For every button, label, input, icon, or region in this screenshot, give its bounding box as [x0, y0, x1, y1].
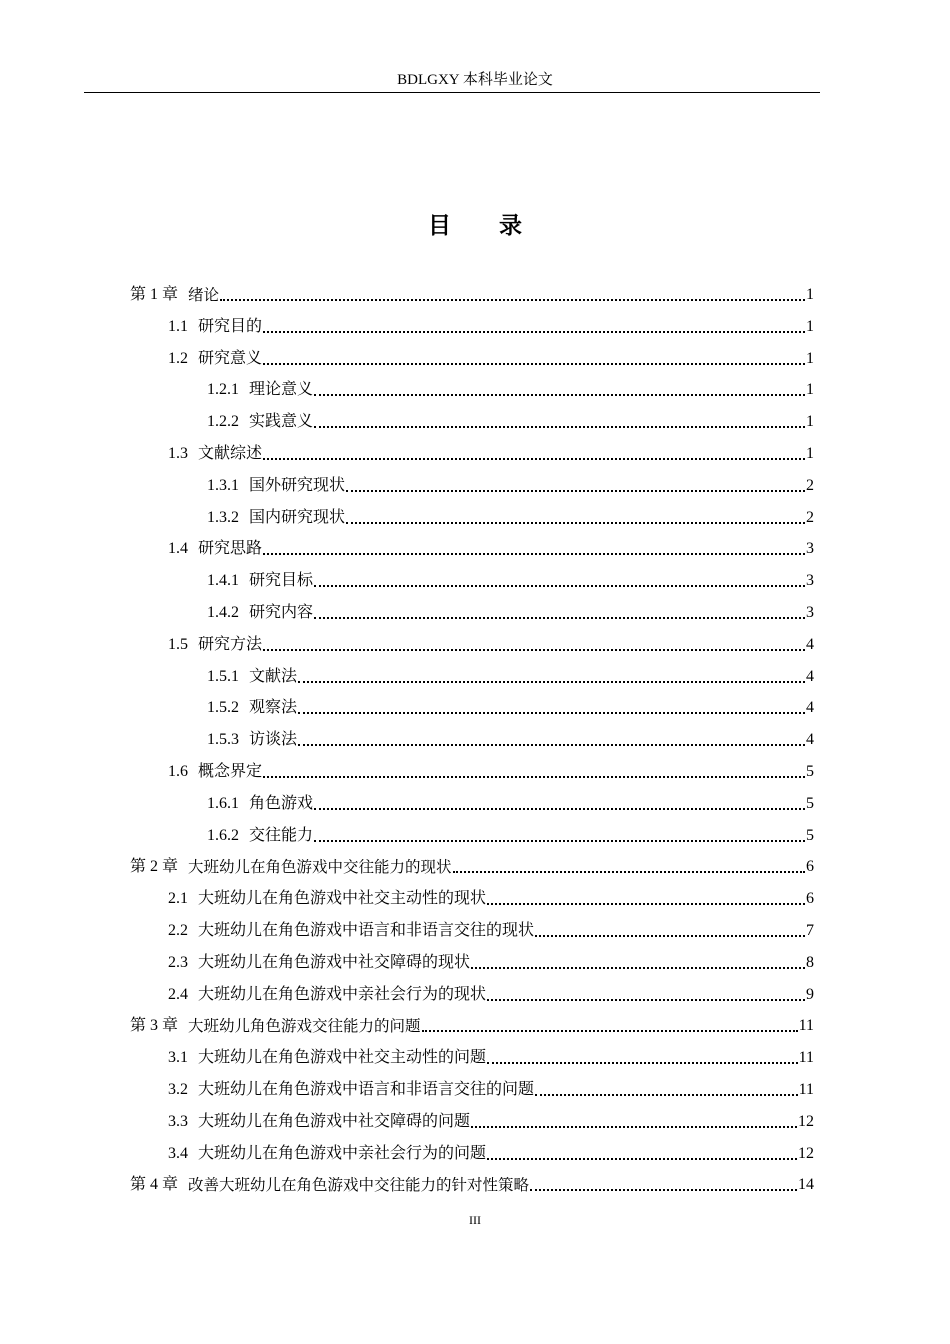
- toc-entry-page: 2: [806, 476, 814, 494]
- toc-entry[interactable]: [168, 433, 814, 465]
- toc-entry-label: 大班幼儿角色游戏交往能力的问题: [188, 1017, 421, 1036]
- toc-entry-label: 观察法: [249, 699, 298, 717]
- toc-dot-leader: [220, 299, 805, 301]
- toc-entry-page: 11: [798, 1081, 814, 1098]
- toc-dot-leader: [314, 840, 805, 842]
- toc-entry-label: 文献法: [249, 667, 298, 685]
- toc-dot-leader: [263, 553, 805, 555]
- toc-entry-page: 11: [798, 1049, 814, 1067]
- toc-entry[interactable]: [168, 1069, 814, 1101]
- toc-title: 目 录: [427, 213, 542, 239]
- toc-dot-leader: [314, 808, 805, 810]
- toc-entry-page: 9: [806, 985, 814, 1003]
- toc-entry-label: 研究方法: [198, 635, 263, 653]
- toc-entry[interactable]: [168, 338, 814, 370]
- page-number: III: [469, 1213, 481, 1227]
- toc-entry-number: 1.4: [168, 540, 188, 558]
- toc-dot-leader: [530, 1189, 797, 1191]
- toc-entry-page: 2: [806, 508, 814, 526]
- toc-entry-page: 5: [806, 763, 814, 780]
- toc-dot-leader: [487, 1158, 797, 1160]
- toc-entry-page: 4: [806, 699, 814, 717]
- toc-entry-number: 1.3: [168, 445, 188, 462]
- running-header: BDLGXY 本科毕业论文: [397, 72, 553, 88]
- toc-entry[interactable]: [207, 687, 814, 719]
- toc-entry-number: 第 4 章: [130, 1176, 179, 1194]
- toc-entry[interactable]: [168, 306, 814, 338]
- toc-dot-leader: [263, 649, 805, 651]
- toc-entry[interactable]: [168, 624, 814, 656]
- toc-entry-label: 改善大班幼儿在角色游戏中交往能力的针对性策略: [188, 1176, 530, 1195]
- toc-dot-leader: [453, 871, 805, 873]
- toc-dot-leader: [471, 967, 805, 969]
- toc-entry-page: 3: [806, 540, 814, 558]
- toc-entry[interactable]: [207, 497, 814, 529]
- toc-entry-page: 14: [798, 1176, 814, 1194]
- toc-entry-number: 3.4: [168, 1144, 188, 1162]
- toc-entry-label: 研究意义: [198, 349, 263, 367]
- toc-entry-label: 大班幼儿在角色游戏中语言和非语言交往的问题: [198, 1081, 535, 1098]
- toc-entry[interactable]: [168, 942, 814, 974]
- toc-entry-number: 2.2: [168, 922, 188, 939]
- toc-entry-page: 6: [806, 890, 814, 908]
- toc-entry-number: 2.3: [168, 953, 188, 971]
- toc-entry[interactable]: [207, 560, 814, 592]
- toc-dot-leader: [487, 999, 805, 1001]
- toc-entry[interactable]: [207, 656, 814, 688]
- toc-entry-page: 1: [806, 381, 814, 399]
- toc-entry-page: 8: [806, 953, 814, 971]
- toc-entry[interactable]: [207, 369, 814, 401]
- toc-entry[interactable]: [168, 1037, 814, 1069]
- toc-entry-page: 3: [806, 572, 814, 590]
- toc-entry-number: 1.4.2: [207, 604, 239, 621]
- toc-dot-leader: [535, 1094, 798, 1096]
- toc-entry[interactable]: [207, 783, 814, 815]
- toc-entry-label: 实践意义: [249, 413, 314, 431]
- toc-dot-leader: [471, 1126, 797, 1128]
- toc-entry-number: 1.5.3: [207, 731, 239, 749]
- toc-entry-label: 概念界定: [198, 763, 263, 780]
- toc-entry-number: 1.5: [168, 635, 188, 653]
- toc-entry-label: 研究思路: [198, 540, 263, 558]
- toc-entry-number: 2.4: [168, 985, 188, 1003]
- toc-entry-label: 大班幼儿在角色游戏中交往能力的现状: [188, 858, 452, 877]
- toc-entry[interactable]: [130, 1005, 814, 1037]
- toc-dot-leader: [263, 363, 805, 365]
- toc-dot-leader: [422, 1030, 798, 1032]
- toc-entry-label: 交往能力: [249, 826, 314, 844]
- toc-dot-leader: [346, 522, 805, 524]
- toc-entry[interactable]: [207, 401, 814, 433]
- toc-dot-leader: [314, 585, 805, 587]
- toc-entry-page: 12: [798, 1144, 814, 1162]
- toc-entry[interactable]: [207, 592, 814, 624]
- toc-entry[interactable]: [207, 719, 814, 751]
- toc-dot-leader: [314, 617, 805, 619]
- toc-entry-number: 3.1: [168, 1049, 188, 1067]
- toc-entry-page: 5: [806, 826, 814, 844]
- toc-entry[interactable]: [168, 910, 814, 942]
- toc-entry-number: 1.3.2: [207, 508, 239, 526]
- toc-entry-label: 大班幼儿在角色游戏中亲社会行为的问题: [198, 1144, 487, 1162]
- toc-dot-leader: [298, 712, 805, 714]
- toc-entry-page: 6: [806, 858, 814, 876]
- toc-entry[interactable]: [168, 528, 814, 560]
- toc-entry-label: 文献综述: [198, 445, 263, 462]
- toc-entry-page: 1: [806, 413, 814, 431]
- toc-entry-label: 角色游戏: [249, 794, 314, 812]
- toc-entry-page: 1: [806, 286, 814, 303]
- toc-entry-label: 研究内容: [249, 604, 314, 621]
- toc-entry-label: 大班幼儿在角色游戏中语言和非语言交往的现状: [198, 922, 535, 939]
- toc-entry-label: 国外研究现状: [249, 476, 346, 494]
- toc-dot-leader: [263, 776, 805, 778]
- toc-entry-number: 1.3.1: [207, 476, 239, 494]
- toc-entry-label: 大班幼儿在角色游戏中社交障碍的问题: [198, 1112, 471, 1130]
- toc-entry-label: 理论意义: [249, 381, 314, 399]
- toc-entry-number: 1.2.1: [207, 381, 239, 399]
- toc-entry[interactable]: [168, 878, 814, 910]
- toc-dot-leader: [346, 490, 805, 492]
- toc-entry-page: 1: [806, 317, 814, 335]
- toc-entry-label: 大班幼儿在角色游戏中社交主动性的问题: [198, 1049, 487, 1067]
- toc-entry-number: 第 3 章: [130, 1017, 179, 1035]
- toc-entry-page: 11: [798, 1017, 814, 1035]
- toc-entry-label: 访谈法: [249, 731, 298, 749]
- toc-entry-page: 3: [806, 604, 814, 621]
- toc-entry-page: 1: [806, 349, 814, 367]
- toc-entry-label: 绪论: [188, 286, 220, 304]
- toc-entry[interactable]: [168, 751, 814, 783]
- toc-entry[interactable]: [130, 1164, 814, 1196]
- toc-dot-leader: [314, 426, 805, 428]
- toc-entry[interactable]: [130, 274, 814, 306]
- toc-entry-page: 7: [806, 922, 814, 939]
- toc-entry[interactable]: [168, 1101, 814, 1133]
- toc-entry-page: 1: [806, 445, 814, 462]
- toc-entry-label: 大班幼儿在角色游戏中亲社会行为的现状: [198, 985, 487, 1003]
- toc-entry-number: 1.1: [168, 317, 188, 335]
- toc-entry-number: 3.3: [168, 1112, 188, 1130]
- toc-entry-number: 1.2.2: [207, 413, 239, 431]
- toc-entry-label: 大班幼儿在角色游戏中社交主动性的现状: [198, 890, 487, 908]
- toc-entry-label: 国内研究现状: [249, 508, 346, 526]
- toc-entry[interactable]: [168, 1133, 814, 1165]
- toc-entry[interactable]: [130, 846, 814, 878]
- toc-dot-leader: [314, 394, 805, 396]
- toc-entry-number: 1.5.1: [207, 667, 239, 685]
- toc-entry-number: 1.2: [168, 349, 188, 367]
- toc-dot-leader: [487, 903, 805, 905]
- toc-entry-page: 12: [798, 1112, 814, 1130]
- toc-entry-page: 4: [806, 667, 814, 685]
- toc-entry-label: 大班幼儿在角色游戏中社交障碍的现状: [198, 953, 471, 971]
- toc-dot-leader: [535, 935, 805, 937]
- toc-entry-number: 1.5.2: [207, 699, 239, 717]
- toc-dot-leader: [298, 681, 805, 683]
- toc-dot-leader: [487, 1062, 798, 1064]
- toc-entry-number: 3.2: [168, 1081, 188, 1098]
- toc-entry[interactable]: [207, 465, 814, 497]
- toc-dot-leader: [263, 331, 805, 333]
- toc-dot-leader: [263, 458, 805, 460]
- toc-entry-number: 第 2 章: [130, 858, 179, 876]
- toc-entry-number: 1.6.1: [207, 794, 239, 812]
- header-rule: [84, 92, 820, 93]
- toc-entry[interactable]: [168, 974, 814, 1006]
- toc-entry-number: 1.6.2: [207, 826, 239, 844]
- toc-entry-number: 2.1: [168, 890, 188, 908]
- toc-entry-page: 4: [806, 635, 814, 653]
- toc-entry-label: 研究目标: [249, 572, 314, 590]
- toc-entry-number: 1.4.1: [207, 572, 239, 590]
- toc-dot-leader: [298, 744, 805, 746]
- toc-entry-label: 研究目的: [198, 317, 263, 335]
- toc-entry-number: 第 1 章: [130, 286, 179, 303]
- toc-entry[interactable]: [207, 815, 814, 847]
- toc-entry-page: 5: [806, 794, 814, 812]
- toc-entry-number: 1.6: [168, 763, 188, 780]
- toc-entry-page: 4: [806, 731, 814, 749]
